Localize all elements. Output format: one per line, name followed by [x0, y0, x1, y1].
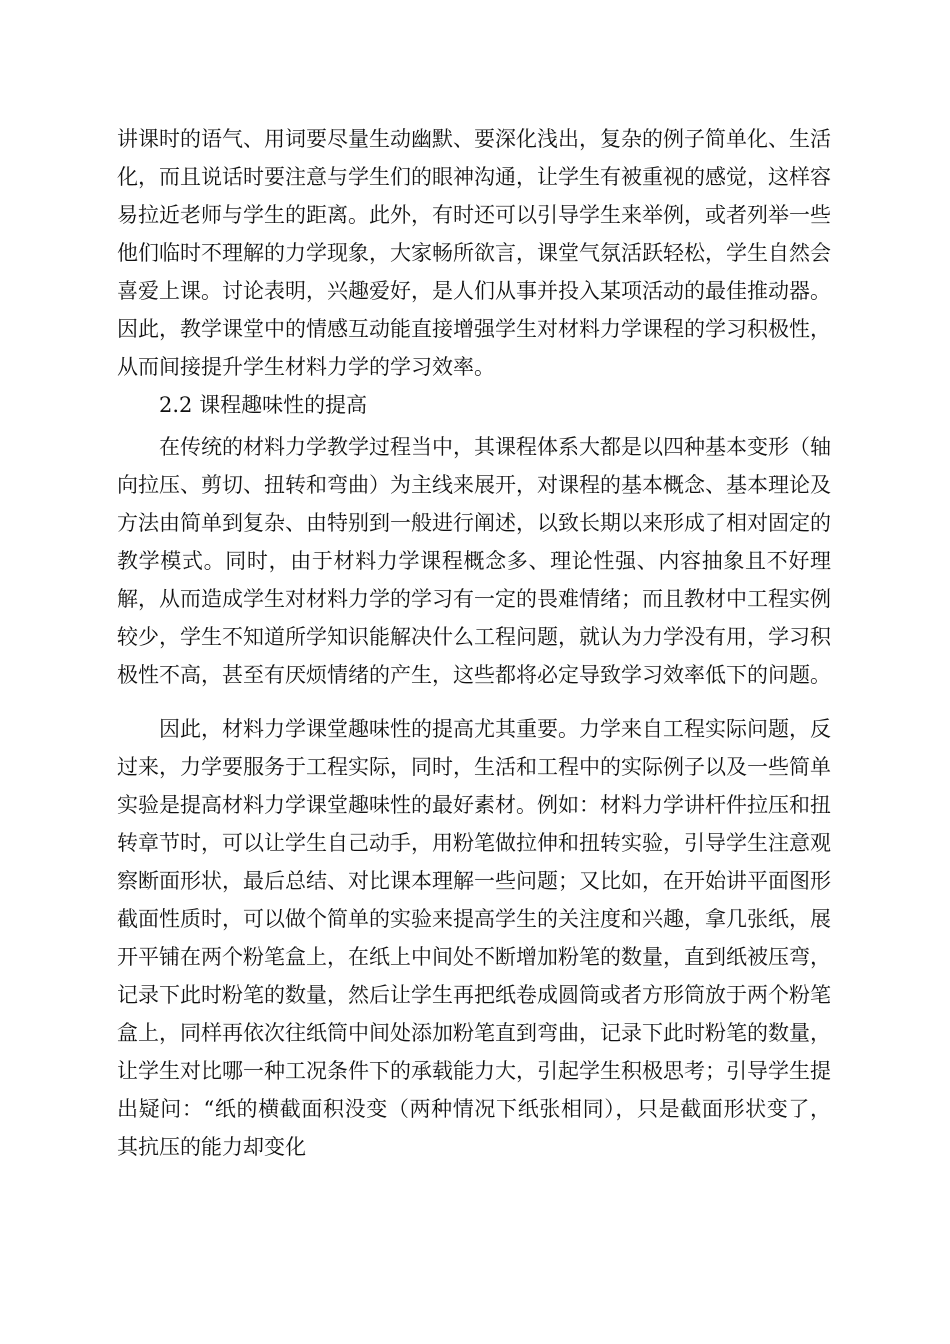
document-page [117, 120, 831, 1166]
paragraph-emotional-interaction: 讲课时的语气、用词要尽量生动幽默、要深化浅出，复杂的例子简单化、生活化，而且说话时要注意与学生们的眼神沟通，让学生有被重视的感觉，这样容易拉近老师与学生的距离。此外，有时还可以引导学生来举例，或者列举一些他们临时不理解的力学现象，大家畅所欲言，课堂气氛活跃轻松，学生自然会喜爱上课。讨论表明，兴趣爱好，是人们从事并投入某项活动的最佳推动器。因此，教学课堂中的情感互动能直接增强学生对材料力学课程的学习积极性，从而间接提升学生材料力学的学习效率。 [117, 127, 831, 379]
section-heading-2-2: 2.2 课程趣味性的提高 [159, 393, 368, 417]
paragraph-interest-improvement: 因此，材料力学课堂趣味性的提高尤其重要。力学来自工程实际问题，反过来，力学要服务于工程实际，同时，生活和工程中的实际例子以及一些简单实验是提高材料力学课堂趣味性的最好素材。例如：材料力学讲杆件拉压和扭转章节时，可以让学生自己动手，用粉笔做拉伸和扭转实验，引导学生注意观察断面形状，最后总结、对比课本理解一些问题；又比如，在开始讲平面图形截面性质时，可以做个简单的实验来提高学生的关注度和兴趣，拿几张纸，展开平铺在两个粉笔盒上，在纸上中间处不断增加粉笔的数量，直到纸被压弯，记录下此时粉笔的数量，然后让学生再把纸卷成圆筒或者方形筒放于两个粉笔盒上，同样再依次往纸筒中间处添加粉笔直到弯曲，记录下此时粉笔的数量，让学生对比哪一种工况条件下的承载能力大，引起学生积极思考；引导学生提出疑问：“纸的横截面积没变（两种情况下纸张相同），只是截面形状变了，其抗压的能力却变化 [117, 717, 831, 1159]
paragraph-traditional-teaching: 在传统的材料力学教学过程当中，其课程体系大都是以四种基本变形（轴向拉压、剪切、扭转和弯曲）为主线来展开，对课程的基本概念、基本理论及方法由简单到复杂、由特别到一般进行阐述，以致长期以来形成了相对固定的教学模式。同时，由于材料力学课程概念多、理论性强、内容抽象且不好理解，从而造成学生对材料力学的学习有一定的畏难情绪；而且教材中工程实例较少，学生不知道所学知识能解决什么工程问题，就认为力学没有用，学习积极性不高，甚至有厌烦情绪的产生，这些都将必定导致学习效率低下的问题。 [117, 435, 831, 687]
